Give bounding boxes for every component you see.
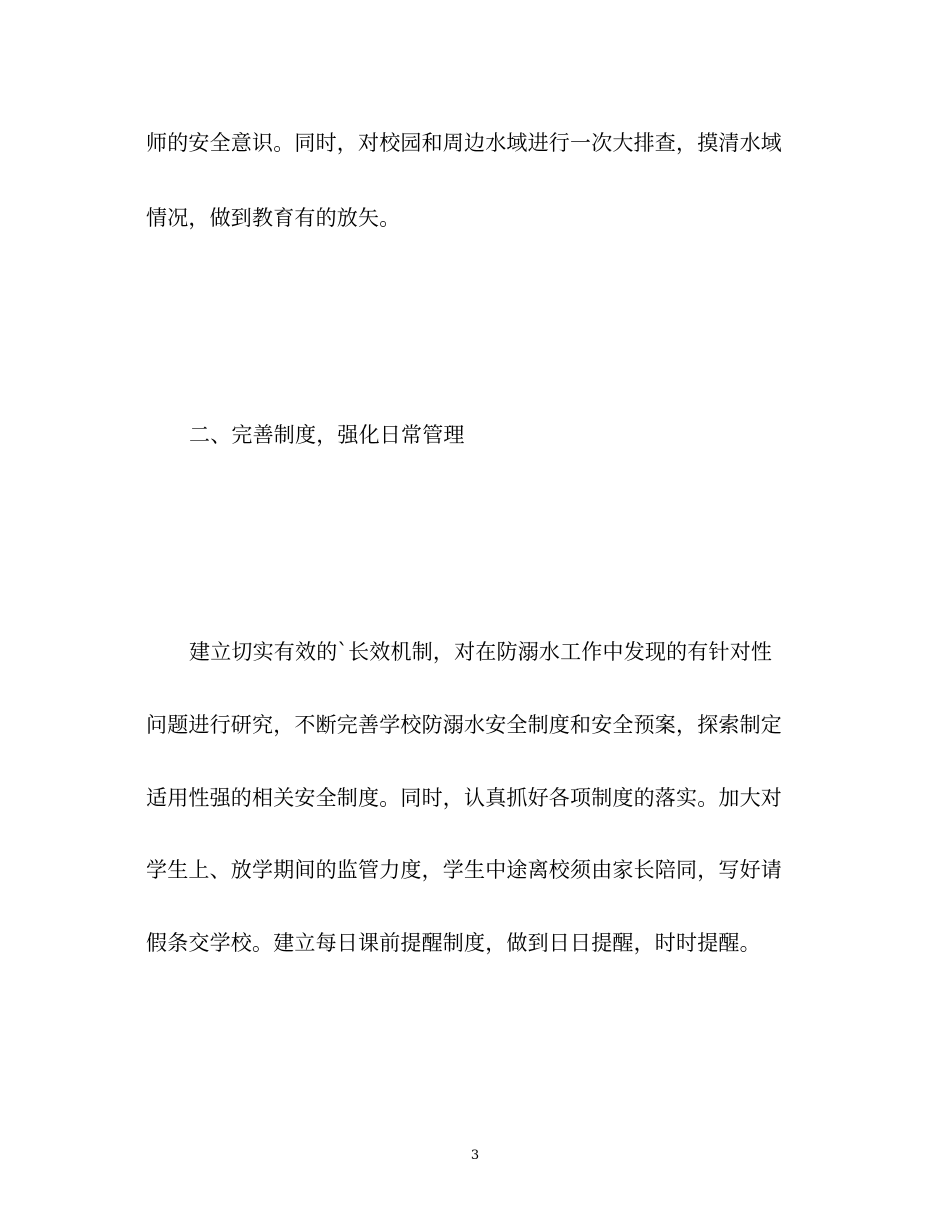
page-number: 3 [470,1148,480,1163]
section-heading: 二、完善制度，强化日常管理 [189,423,465,447]
paragraph-2-line-5: 假条交学校。建立每日课前提醒制度，做到日日提醒，时时提醒。 [146,931,761,955]
paragraph-2-line-1: 建立切实有效的`长效机制，对在防溺水工作中发现的有针对性 [189,640,773,664]
paragraph-2-line-3: 适用性强的相关安全制度。同时，认真抓好各项制度的落实。加大对 [146,786,782,810]
paragraph-2-line-4: 学生上、放学期间的监管力度，学生中途离校须由家长陪同，写好请 [146,858,782,882]
paragraph-1-line-1: 师的安全意识。同时，对校园和周边水域进行一次大排查，摸清水域 [146,131,782,155]
paragraph-1-line-2: 情况，做到教育有的放矢。 [146,206,401,230]
paragraph-2-line-2: 问题进行研究，不断完善学校防溺水安全制度和安全预案，探索制定 [146,713,782,737]
